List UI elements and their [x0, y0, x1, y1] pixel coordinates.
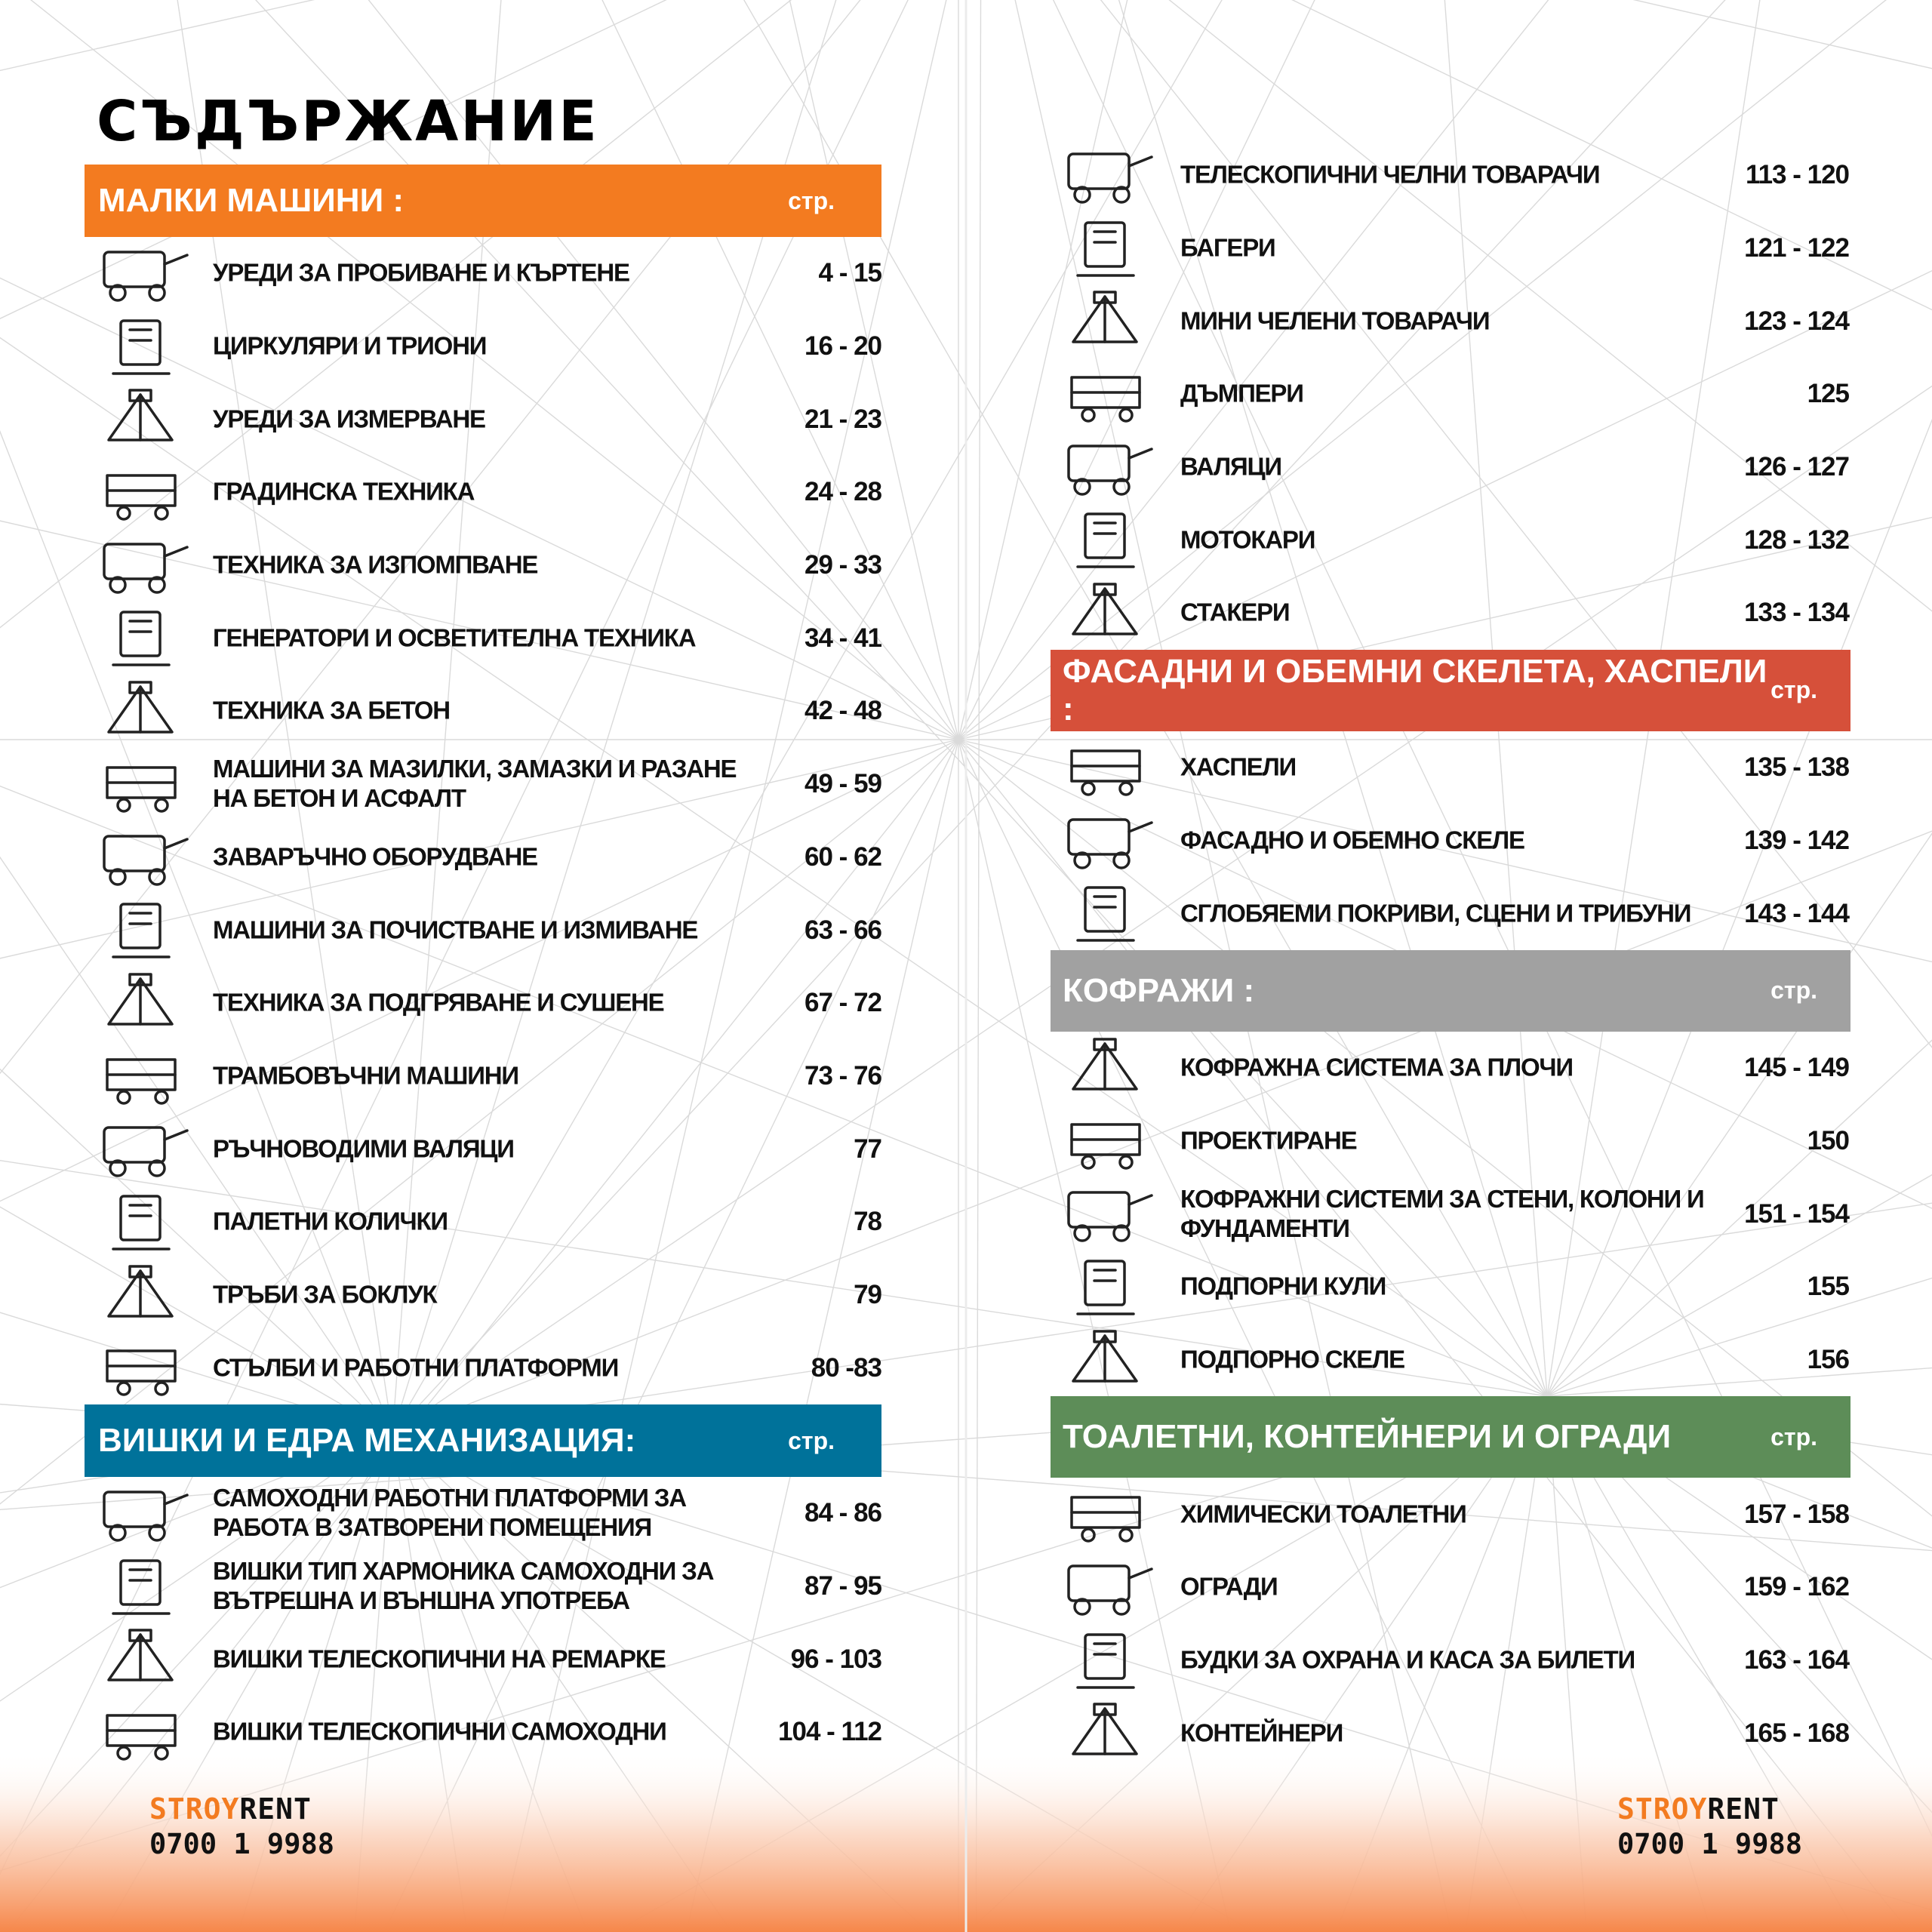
toc-item-pages: 73 - 76 [804, 1060, 881, 1091]
toc-item[interactable] [1051, 577, 1850, 650]
section-page-label: стр. [1770, 676, 1817, 704]
toc-item-label: ВИШКИ ТИП ХАРМОНИКА САМОХОДНИ ЗА ВЪТРЕШНА И ВЪНШНА УПОТРЕБА [213, 1557, 714, 1615]
shoring-scaffold-icon [1055, 1328, 1159, 1392]
toc-item[interactable] [1051, 1105, 1850, 1178]
toc-item-label: МАШИНИ ЗА МАЗИЛКИ, ЗАМАЗКИ И РАЗАНЕ НА БЕТОН И АСФАЛТ [213, 755, 737, 813]
toc-item[interactable] [85, 1623, 881, 1696]
brand-logo-part1: STROY [1617, 1792, 1708, 1826]
container-icon [1055, 1701, 1159, 1764]
wall-formwork-icon [1055, 1182, 1159, 1245]
guard-booth-icon [1055, 1629, 1159, 1692]
toc-item[interactable] [1051, 1478, 1850, 1551]
plaster-machine-icon [91, 752, 196, 816]
concrete-trowel-icon [91, 679, 196, 743]
section-title: ТОАЛЕТНИ, КОНТЕЙНЕРИ И ОГРАДИ [1063, 1418, 1672, 1456]
pressure-washer-icon [91, 898, 196, 961]
toc-item-pages: 155 [1807, 1272, 1849, 1302]
toc-item-pages: 79 [854, 1279, 881, 1309]
toc-item-label: ТЕЛЕСКОПИЧНИ ЧЕЛНИ ТОВАРАЧИ [1180, 160, 1600, 189]
brand-logo [149, 1792, 334, 1826]
toc-item-pages: 84 - 86 [804, 1498, 881, 1528]
scaffold-icon [1055, 809, 1159, 872]
toc-item-pages: 121 - 122 [1744, 233, 1849, 263]
toc-item[interactable] [1051, 1251, 1850, 1324]
section-title: ФАСАДНИ И ОБЕМНИ СКЕЛЕТА, ХАСПЕЛИ : [1063, 652, 1767, 728]
toc-item[interactable] [85, 1259, 881, 1332]
toc-item-pages: 143 - 144 [1744, 898, 1849, 928]
debris-chute-icon [91, 1263, 196, 1327]
toc-item-label: РЪЧНОВОДИМИ ВАЛЯЦИ [213, 1134, 514, 1163]
brand-footer-right [1617, 1792, 1803, 1860]
toc-item[interactable] [85, 1550, 881, 1623]
toc-item-pages: 123 - 124 [1744, 306, 1849, 336]
toc-item-label: ТЕХНИКА ЗА ПОДГРЯВАНЕ И СУШЕНЕ [213, 988, 664, 1017]
ladder-tower-icon [91, 1336, 196, 1399]
toc-item-pages: 24 - 28 [804, 477, 881, 507]
toc-item-label: ДЪМПЕРИ [1180, 379, 1303, 408]
toc-item-label: ВИШКИ ТЕЛЕСКОПИЧНИ САМОХОДНИ [213, 1717, 666, 1746]
brand-phone: 0700 1 9988 [149, 1828, 335, 1860]
toc-item-label: БУДКИ ЗА ОХРАНА И КАСА ЗА БИЛЕТИ [1180, 1645, 1635, 1674]
toc-item-pages: 128 - 132 [1744, 525, 1849, 555]
toc-item[interactable] [85, 1186, 881, 1259]
heater-icon [91, 971, 196, 1035]
toc-item-pages: 156 [1807, 1344, 1849, 1374]
toc-item-label: ВИШКИ ТЕЛЕСКОПИЧНИ НА РЕМАРКЕ [213, 1644, 666, 1673]
toc-item-pages: 157 - 158 [1744, 1499, 1849, 1529]
welding-icon [91, 826, 196, 889]
toc-item-label: ГЕНЕРАТОРИ И ОСВЕТИТЕЛНА ТЕХНИКА [213, 623, 696, 652]
toc-item-pages: 16 - 20 [804, 331, 881, 361]
toc-item[interactable] [1051, 1624, 1850, 1697]
mast-lift-icon [91, 1481, 196, 1545]
toc-item[interactable] [85, 675, 881, 748]
toc-item-pages: 113 - 120 [1746, 160, 1849, 190]
toc-item-pages: 29 - 33 [804, 550, 881, 580]
water-pump-icon [91, 534, 196, 597]
toc-item-pages: 4 - 15 [818, 258, 881, 288]
slab-formwork-icon [1055, 1036, 1159, 1100]
brand-logo-part2: RENT [239, 1792, 312, 1826]
toc-item-label: ТЕХНИКА ЗА ИЗПОМПВАНЕ [213, 550, 538, 579]
toc-item-label: ГРАДИНСКА ТЕХНИКА [213, 477, 475, 506]
lawn-mower-icon [91, 460, 196, 524]
brand-logo-part2: RENT [1707, 1792, 1780, 1826]
toc-item-label: ФАСАДНО И ОБЕМНО СКЕЛЕ [1180, 826, 1524, 854]
toc-item[interactable] [85, 383, 881, 456]
toc-item-pages: 104 - 112 [778, 1717, 881, 1747]
toc-item-pages: 96 - 103 [790, 1644, 881, 1674]
brand-phone: 0700 1 9988 [1617, 1828, 1803, 1860]
toc-item-pages: 151 - 154 [1744, 1198, 1849, 1229]
section-page-label: стр. [788, 1426, 835, 1454]
toc-item-pages: 145 - 149 [1744, 1053, 1849, 1083]
background-ray [976, 0, 981, 1932]
toc-item[interactable] [1051, 358, 1850, 431]
toc-item[interactable] [85, 894, 881, 967]
toc-item-pages: 150 [1807, 1125, 1849, 1155]
toc-item[interactable] [85, 1696, 881, 1769]
forklift-icon [1055, 508, 1159, 571]
toc-item-label: ЗАВАРЪЧНО ОБОРУДВАНЕ [213, 842, 537, 871]
toc-item-pages: 126 - 127 [1744, 452, 1849, 482]
telehandler-icon [1055, 143, 1159, 207]
section-title: КОФРАЖИ : [1063, 971, 1255, 1009]
toc-item-pages: 77 [854, 1134, 881, 1164]
pallet-jack-icon [91, 1190, 196, 1254]
toc-item[interactable] [85, 310, 881, 383]
plate-compactor-icon [91, 1044, 196, 1108]
toc-item-pages: 165 - 168 [1744, 1718, 1849, 1748]
design-tools-icon [1055, 1109, 1159, 1173]
toc-item-label: СГЛОБЯЕМИ ПОКРИВИ, СЦЕНИ И ТРИБУНИ [1180, 899, 1691, 928]
section-title: ВИШКИ И ЕДРА МЕХАНИЗАЦИЯ: [98, 1422, 636, 1459]
drill-icon [91, 242, 196, 305]
toc-item-pages: 21 - 23 [804, 404, 881, 434]
section-header [1051, 1396, 1850, 1478]
toc-item-pages: 67 - 72 [804, 988, 881, 1018]
toc-item[interactable] [1051, 503, 1850, 577]
toc-item[interactable] [85, 1331, 881, 1404]
toc-item-pages: 87 - 95 [804, 1571, 881, 1601]
shoring-tower-icon [1055, 1255, 1159, 1318]
toc-item-pages: 133 - 134 [1744, 598, 1849, 628]
toc-item[interactable] [85, 1040, 881, 1113]
toc-item-label: ПРОЕКТИРАНЕ [1180, 1126, 1357, 1155]
toc-item[interactable] [85, 748, 881, 821]
section-page-label: стр. [1770, 1423, 1817, 1451]
toc-item-pages: 80 -83 [811, 1352, 881, 1383]
toc-item[interactable] [1051, 877, 1850, 950]
toc-item[interactable] [1051, 1177, 1850, 1251]
toc-item[interactable] [1051, 804, 1850, 878]
toc-item-label: СТЪЛБИ И РАБОТНИ ПЛАТФОРМИ [213, 1353, 619, 1382]
toc-item[interactable] [85, 967, 881, 1040]
section-title: МАЛКИ МАШИНИ : [98, 182, 405, 219]
scissor-lift-icon [91, 1555, 196, 1618]
section-page-label: стр. [788, 186, 835, 214]
toc-item-pages: 60 - 62 [804, 841, 881, 872]
toc-item-label: САМОХОДНИ РАБОТНИ ПЛАТФОРМИ ЗА РАБОТА В ЗАТВОРЕНИ ПОМЕЩЕНИЯ [213, 1484, 686, 1542]
dumper-icon [1055, 362, 1159, 426]
toc-item-pages: 63 - 66 [804, 915, 881, 945]
toc-item[interactable] [85, 529, 881, 602]
toc-item[interactable] [1051, 1551, 1850, 1624]
trailer-boom-icon [91, 1627, 196, 1690]
toc-item-pages: 159 - 162 [1744, 1572, 1849, 1602]
brand-footer-left [149, 1792, 335, 1860]
toc-item-label: ХИМИЧЕСКИ ТОАЛЕТНИ [1180, 1500, 1466, 1528]
toc-item-label: ТРЪБИ ЗА БОКЛУК [213, 1280, 437, 1309]
hoist-icon [1055, 736, 1159, 799]
roof-structure-icon [1055, 881, 1159, 945]
toc-item[interactable] [85, 1477, 881, 1550]
skid-steer-icon [1055, 289, 1159, 352]
tripod-level-icon [91, 387, 196, 451]
fence-icon [1055, 1555, 1159, 1619]
section-header [85, 1404, 881, 1477]
brand-logo [1617, 1792, 1802, 1826]
toc-item-pages: 163 - 164 [1744, 1645, 1849, 1675]
toc-item-label: ТЕХНИКА ЗА БЕТОН [213, 697, 450, 724]
toc-item-label: БАГЕРИ [1180, 233, 1275, 262]
toc-item-label: КОНТЕЙНЕРИ [1180, 1718, 1343, 1747]
brand-logo-part1: STROY [149, 1792, 240, 1826]
section-header [1051, 650, 1850, 731]
toc-item[interactable] [1051, 1032, 1850, 1105]
toc-item[interactable] [1051, 731, 1850, 804]
toc-item-label: МАШИНИ ЗА ПОЧИСТВАНЕ И ИЗМИВАНЕ [213, 915, 698, 944]
toc-item[interactable] [1051, 139, 1850, 212]
toc-item-label: ВАЛЯЦИ [1180, 452, 1281, 481]
road-roller-icon [1055, 435, 1159, 499]
right-column [1051, 139, 1850, 1770]
toc-item-label: ЦИРКУЛЯРИ И ТРИОНИ [213, 331, 487, 360]
toc-item-label: СТАКЕРИ [1180, 598, 1290, 626]
light-tower-icon [91, 606, 196, 669]
toc-item-label: КОФРАЖНИ СИСТЕМИ ЗА СТЕНИ, КОЛОНИ И ФУНДАМЕНТИ [1180, 1184, 1704, 1242]
toc-item-label: КОФРАЖНА СИСТЕМА ЗА ПЛОЧИ [1180, 1053, 1573, 1081]
toc-item-pages: 42 - 48 [804, 696, 881, 726]
toc-item[interactable] [1051, 1324, 1850, 1397]
toc-item[interactable] [1051, 285, 1850, 358]
toc-item-label: МОТОКАРИ [1180, 525, 1315, 554]
hand-roller-icon [91, 1117, 196, 1180]
section-header [1051, 950, 1850, 1032]
toc-item-label: ПАЛЕТНИ КОЛИЧКИ [213, 1207, 448, 1235]
toc-item-pages: 139 - 142 [1744, 825, 1849, 855]
toc-item[interactable] [85, 601, 881, 675]
toc-item[interactable] [85, 237, 881, 310]
stacker-icon [1055, 581, 1159, 645]
toc-item-pages: 34 - 41 [804, 623, 881, 653]
toc-item-label: МИНИ ЧЕЛЕНИ ТОВАРАЧИ [1180, 306, 1490, 335]
page-title: СЪДЪРЖАНИЕ [97, 89, 599, 154]
toc-item-label: ОГРАДИ [1180, 1572, 1278, 1601]
toc-item[interactable] [1051, 431, 1850, 504]
left-column [85, 165, 881, 1769]
toc-item-pages: 78 [854, 1207, 881, 1237]
toc-item[interactable] [1051, 1697, 1850, 1770]
toc-item[interactable] [85, 456, 881, 529]
toc-item-pages: 125 [1807, 379, 1849, 409]
section-header [85, 165, 881, 237]
toc-item-pages: 49 - 59 [804, 769, 881, 799]
toc-item-label: ХАСПЕЛИ [1180, 752, 1297, 781]
toc-item-pages: 135 - 138 [1744, 752, 1849, 783]
toc-item-label: УРЕДИ ЗА ИЗМЕРВАНЕ [213, 405, 485, 433]
toc-item-label: ТРАМБОВЪЧНИ МАШИНИ [213, 1061, 518, 1090]
section-page-label: стр. [1770, 977, 1817, 1004]
portable-toilet-icon [1055, 1482, 1159, 1546]
boom-lift-icon [91, 1700, 196, 1764]
toc-item-label: УРЕДИ ЗА ПРОБИВАНЕ И КЪРТЕНЕ [213, 258, 629, 287]
toc-item[interactable] [1051, 212, 1850, 285]
toc-item[interactable] [85, 1112, 881, 1186]
jigsaw-icon [91, 315, 196, 378]
excavator-icon [1055, 217, 1159, 280]
toc-item[interactable] [85, 821, 881, 894]
toc-item-label: ПОДПОРНИ КУЛИ [1180, 1272, 1386, 1300]
toc-item-label: ПОДПОРНО СКЕЛЕ [1180, 1345, 1404, 1374]
